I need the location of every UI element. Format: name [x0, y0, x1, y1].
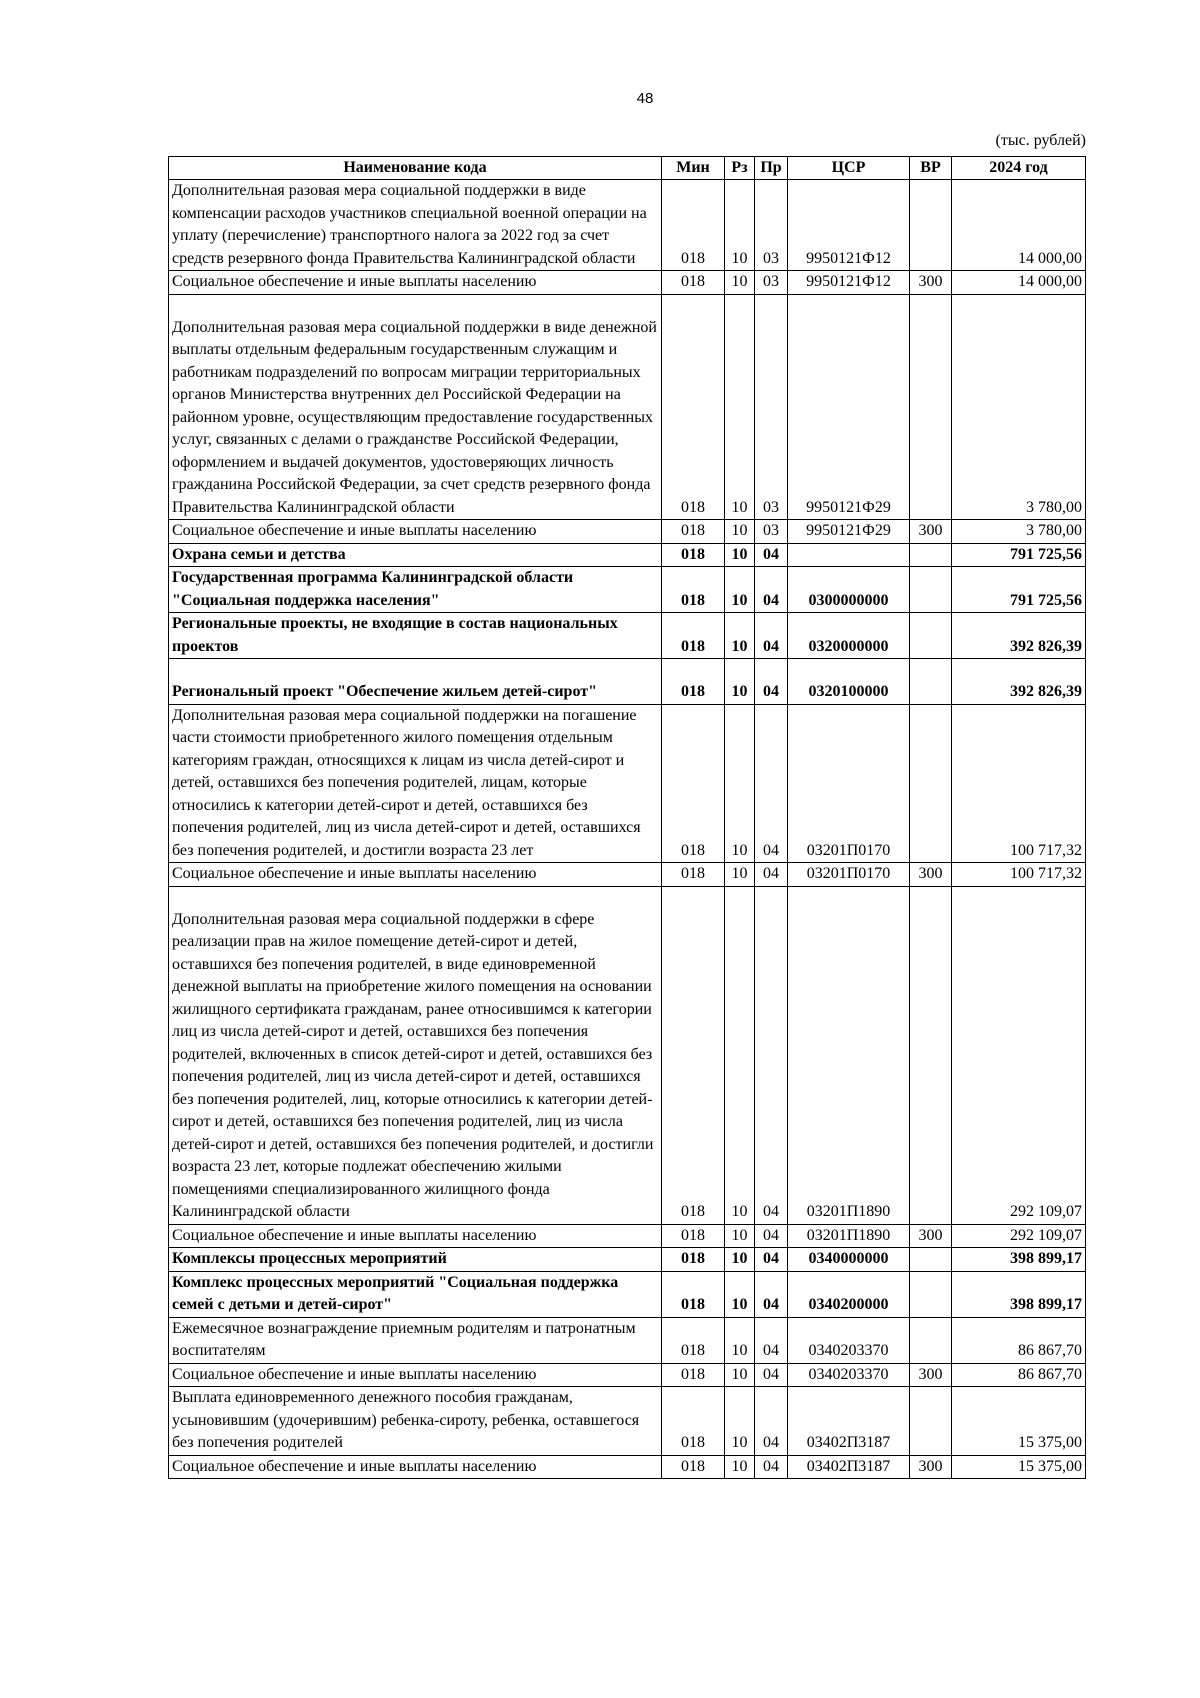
cell-name: Социальное обеспечение и иные выплаты населению [169, 1224, 662, 1248]
cell-pr: 04 [755, 659, 788, 705]
col-header-csr: ЦСР [788, 157, 910, 180]
cell-name: Дополнительная разовая мера социальной поддержки на погашение части стоимости приобретенного жилого помещения отдельным категориям граждан, относящихся к лицам из числа детей-сирот и детей, оставшихся без попечения родителей, лицам, которые относились к категории детей-сирот и детей, оставшихся без попечения родителей, лиц из числа детей-сирот и детей, оставшихся без попечения родителей, и достигли возраста 23 лет [169, 704, 662, 863]
cell-pr: 04 [755, 1317, 788, 1363]
cell-min: 018 [662, 543, 725, 567]
cell-amount: 791 725,56 [952, 567, 1086, 613]
cell-name: Охрана семьи и детства [169, 543, 662, 567]
cell-amount: 791 725,56 [952, 543, 1086, 567]
table-row [169, 1317, 1086, 1363]
cell-amount: 3 780,00 [952, 294, 1086, 520]
cell-min: 018 [662, 659, 725, 705]
cell-vr [910, 543, 952, 567]
cell-csr: 03201П1890 [788, 886, 910, 1224]
cell-rz: 10 [725, 1387, 755, 1456]
cell-amount: 292 109,07 [952, 886, 1086, 1224]
cell-rz: 10 [725, 520, 755, 544]
cell-vr: 300 [910, 520, 952, 544]
cell-amount: 100 717,32 [952, 863, 1086, 887]
cell-vr: 300 [910, 271, 952, 295]
cell-pr: 04 [755, 1271, 788, 1317]
cell-vr [910, 294, 952, 520]
cell-min: 018 [662, 863, 725, 887]
table-row [169, 271, 1086, 295]
cell-min: 018 [662, 1363, 725, 1387]
cell-min: 018 [662, 1248, 725, 1272]
cell-pr: 04 [755, 886, 788, 1224]
cell-name: Дополнительная разовая мера социальной поддержки в виде денежной выплаты отдельным федеральным государственным служащим и работникам подразделений по вопросам миграции территориальных органов Министерства внутренних дел Российской Федерации на районном уровне, осуществляющим предоставление государственных услуг, связанных с делами о гражданстве Российской Федерации, оформлением и выдачей документов, удостоверяющих личность гражданина Российской Федерации, за счет средств резервного фонда Правительства Калининградской области [169, 294, 662, 520]
cell-vr [910, 180, 952, 271]
cell-csr: 03201П1890 [788, 1224, 910, 1248]
table-row [169, 567, 1086, 613]
cell-csr: 9950121Ф12 [788, 180, 910, 271]
cell-min: 018 [662, 180, 725, 271]
table-row [169, 613, 1086, 659]
cell-name: Комплекс процессных мероприятий "Социальная поддержка семей с детьми и детей-сирот" [169, 1271, 662, 1317]
cell-rz: 10 [725, 180, 755, 271]
cell-pr: 04 [755, 1248, 788, 1272]
cell-min: 018 [662, 1387, 725, 1456]
table-row [169, 543, 1086, 567]
table-row [169, 1271, 1086, 1317]
table-row [169, 1387, 1086, 1456]
table-row [169, 180, 1086, 271]
col-header-name: Наименование кода [169, 157, 662, 180]
cell-amount: 292 109,07 [952, 1224, 1086, 1248]
cell-rz: 10 [725, 1248, 755, 1272]
budget-table [168, 156, 1086, 1479]
cell-vr: 300 [910, 1224, 952, 1248]
cell-name: Выплата единовременного денежного пособия гражданам, усыновившим (удочерившим) ребенка-сироту, ребенка, оставшегося без попечения родителей [169, 1387, 662, 1456]
cell-vr [910, 567, 952, 613]
table-row [169, 1455, 1086, 1479]
table-row [169, 1363, 1086, 1387]
cell-rz: 10 [725, 613, 755, 659]
cell-min: 018 [662, 271, 725, 295]
cell-csr: 0320100000 [788, 659, 910, 705]
cell-name: Социальное обеспечение и иные выплаты населению [169, 1455, 662, 1479]
cell-pr: 03 [755, 271, 788, 295]
cell-name: Социальное обеспечение и иные выплаты населению [169, 520, 662, 544]
cell-pr: 04 [755, 543, 788, 567]
table-row [169, 1248, 1086, 1272]
cell-csr [788, 543, 910, 567]
cell-rz: 10 [725, 567, 755, 613]
cell-pr: 04 [755, 1387, 788, 1456]
cell-name: Социальное обеспечение и иные выплаты населению [169, 1363, 662, 1387]
cell-name: Государственная программа Калининградской области "Социальная поддержка населения" [169, 567, 662, 613]
cell-vr [910, 613, 952, 659]
cell-amount: 398 899,17 [952, 1248, 1086, 1272]
cell-min: 018 [662, 1271, 725, 1317]
cell-csr: 0340203370 [788, 1363, 910, 1387]
cell-pr: 03 [755, 520, 788, 544]
cell-min: 018 [662, 1317, 725, 1363]
cell-vr: 300 [910, 1455, 952, 1479]
cell-amount: 3 780,00 [952, 520, 1086, 544]
cell-min: 018 [662, 520, 725, 544]
cell-vr [910, 1387, 952, 1456]
cell-vr [910, 1248, 952, 1272]
cell-amount: 14 000,00 [952, 271, 1086, 295]
cell-amount: 100 717,32 [952, 704, 1086, 863]
cell-vr: 300 [910, 863, 952, 887]
cell-vr [910, 1317, 952, 1363]
cell-csr: 9950121Ф12 [788, 271, 910, 295]
cell-min: 018 [662, 294, 725, 520]
cell-vr: 300 [910, 1363, 952, 1387]
cell-min: 018 [662, 886, 725, 1224]
table-row [169, 863, 1086, 887]
cell-csr: 0340200000 [788, 1271, 910, 1317]
cell-pr: 04 [755, 863, 788, 887]
cell-pr: 03 [755, 294, 788, 520]
cell-min: 018 [662, 613, 725, 659]
cell-name: Дополнительная разовая мера социальной поддержки в сфере реализации прав на жилое помещение детей-сирот и детей, оставшихся без попечения родителей, в виде единовременной денежной выплаты на приобретение жилого помещения на основании жилищного сертификата гражданам, ранее относившимся к категории лиц из числа детей-сирот и детей, оставшихся без попечения родителей, включенных в список детей-сирот и детей, оставшихся без попечения родителей, лиц из числа детей-сирот и детей, оставшихся без попечения родителей, лиц, которые относились к категории детей-сирот и детей, оставшихся без попечения родителей, лиц из числа детей-сирот и детей, оставшихся без попечения родителей, и достигли возраста 23 лет, которые подлежат обеспечению жилыми помещениями специализированного жилищного фонда Калининградской области [169, 886, 662, 1224]
cell-amount: 392 826,39 [952, 613, 1086, 659]
cell-rz: 10 [725, 704, 755, 863]
cell-pr: 04 [755, 704, 788, 863]
cell-rz: 10 [725, 1224, 755, 1248]
table-row [169, 520, 1086, 544]
cell-csr: 0340203370 [788, 1317, 910, 1363]
cell-csr: 0300000000 [788, 567, 910, 613]
cell-vr [910, 704, 952, 863]
cell-rz: 10 [725, 1317, 755, 1363]
cell-csr: 0320000000 [788, 613, 910, 659]
cell-rz: 10 [725, 659, 755, 705]
cell-min: 018 [662, 1455, 725, 1479]
cell-csr: 03402П3187 [788, 1455, 910, 1479]
cell-min: 018 [662, 704, 725, 863]
cell-csr: 03201П0170 [788, 704, 910, 863]
table-row [169, 886, 1086, 1224]
cell-name: Социальное обеспечение и иные выплаты населению [169, 863, 662, 887]
cell-rz: 10 [725, 271, 755, 295]
cell-rz: 10 [725, 1271, 755, 1317]
cell-amount: 86 867,70 [952, 1317, 1086, 1363]
cell-rz: 10 [725, 1363, 755, 1387]
cell-amount: 14 000,00 [952, 180, 1086, 271]
cell-rz: 10 [725, 1455, 755, 1479]
cell-min: 018 [662, 567, 725, 613]
cell-name: Комплексы процессных мероприятий [169, 1248, 662, 1272]
col-header-pr: Пр [755, 157, 788, 180]
cell-amount: 398 899,17 [952, 1271, 1086, 1317]
cell-amount: 392 826,39 [952, 659, 1086, 705]
col-header-rz: Рз [725, 157, 755, 180]
cell-amount: 15 375,00 [952, 1455, 1086, 1479]
cell-csr: 9950121Ф29 [788, 520, 910, 544]
cell-csr: 0340000000 [788, 1248, 910, 1272]
units-label: (тыс. рублей) [995, 132, 1086, 149]
cell-pr: 03 [755, 180, 788, 271]
cell-csr: 03201П0170 [788, 863, 910, 887]
cell-pr: 04 [755, 613, 788, 659]
cell-name: Ежемесячное вознаграждение приемным родителям и патронатным воспитателям [169, 1317, 662, 1363]
cell-csr: 03402П3187 [788, 1387, 910, 1456]
cell-rz: 10 [725, 543, 755, 567]
table-row [169, 294, 1086, 520]
cell-pr: 04 [755, 567, 788, 613]
cell-rz: 10 [725, 863, 755, 887]
cell-rz: 10 [725, 294, 755, 520]
cell-name: Социальное обеспечение и иные выплаты населению [169, 271, 662, 295]
table-row [169, 704, 1086, 863]
table-row [169, 659, 1086, 705]
page-number: 48 [636, 90, 654, 107]
cell-rz: 10 [725, 886, 755, 1224]
cell-vr [910, 886, 952, 1224]
table-row [169, 1224, 1086, 1248]
cell-amount: 15 375,00 [952, 1387, 1086, 1456]
cell-pr: 04 [755, 1455, 788, 1479]
cell-min: 018 [662, 1224, 725, 1248]
header-row [169, 157, 1086, 180]
cell-pr: 04 [755, 1224, 788, 1248]
col-header-year: 2024 год [952, 157, 1086, 180]
col-header-vr: ВР [910, 157, 952, 180]
table-body [169, 180, 1086, 1479]
cell-name: Дополнительная разовая мера социальной поддержки в виде компенсации расходов участников специальной военной операции на уплату (перечисление) транспортного налога за 2022 год за счет средств резервного фонда Правительства Калининградской области [169, 180, 662, 271]
cell-amount: 86 867,70 [952, 1363, 1086, 1387]
cell-vr [910, 1271, 952, 1317]
cell-csr: 9950121Ф29 [788, 294, 910, 520]
cell-pr: 04 [755, 1363, 788, 1387]
cell-name: Региональные проекты, не входящие в состав национальных проектов [169, 613, 662, 659]
col-header-min: Мин [662, 157, 725, 180]
cell-vr [910, 659, 952, 705]
cell-name: Региональный проект "Обеспечение жильем детей-сирот" [169, 659, 662, 705]
